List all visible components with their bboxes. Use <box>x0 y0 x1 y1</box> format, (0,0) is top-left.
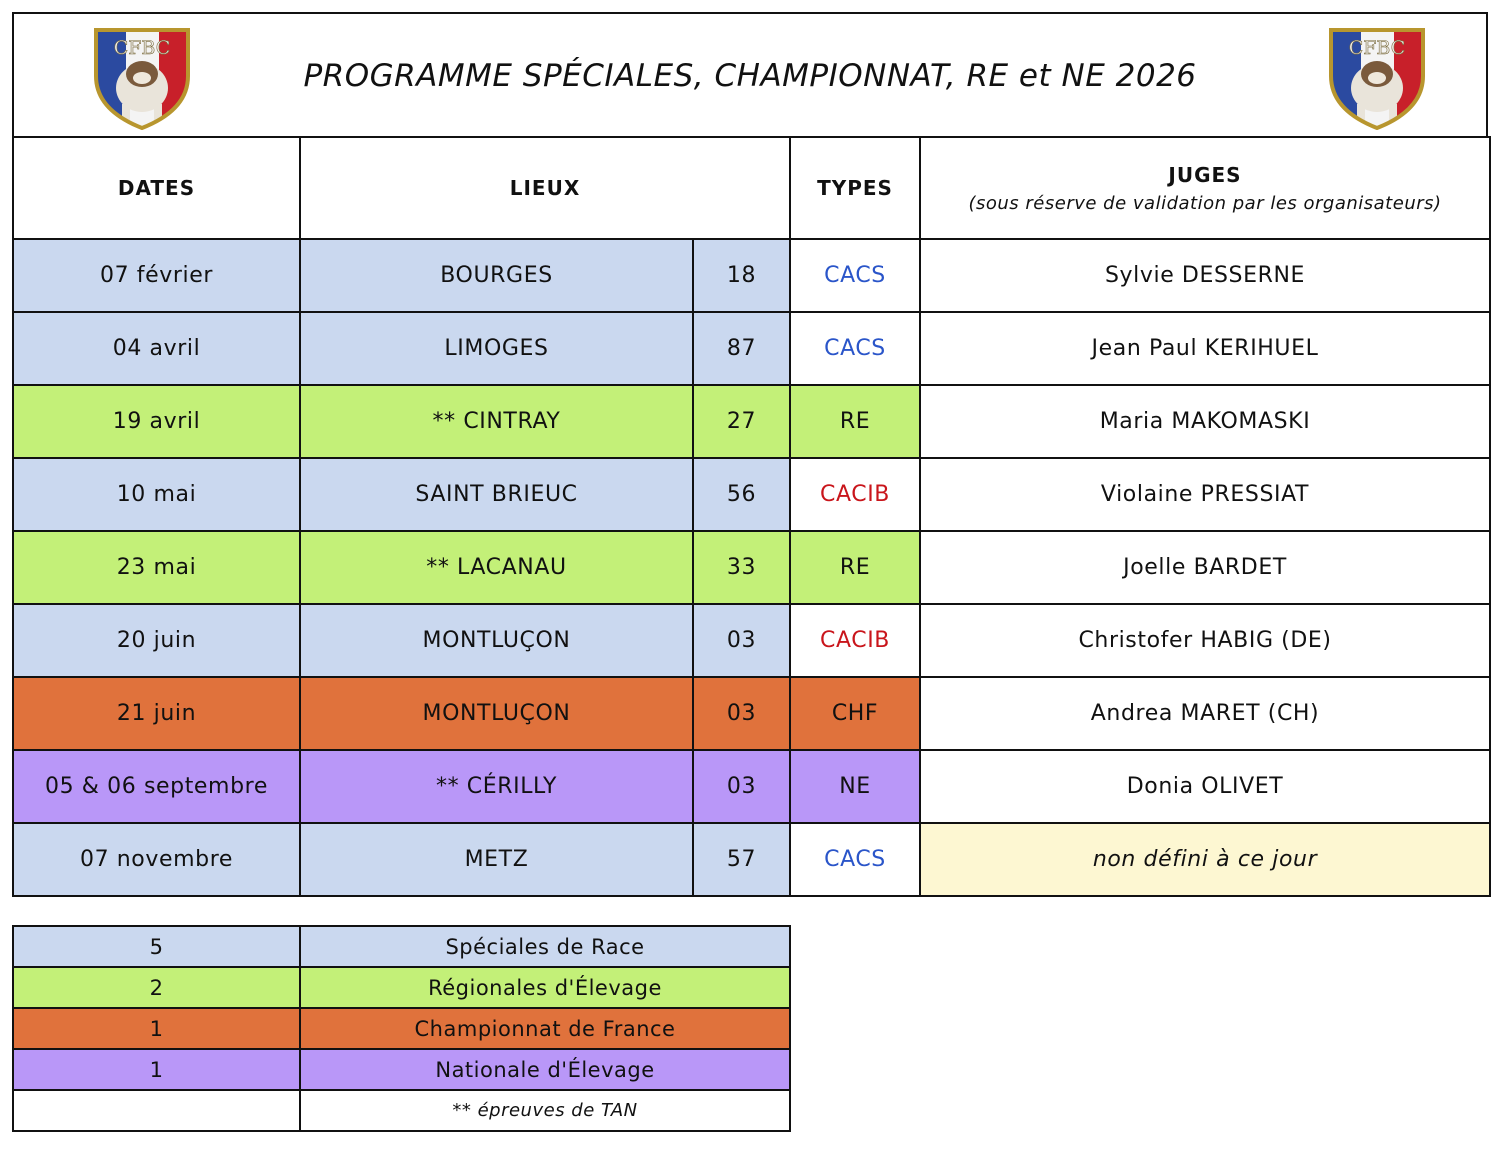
event-row <box>13 239 1490 312</box>
legend-label: Nationale d'Élevage <box>300 1049 790 1090</box>
event-juge: Andrea MARET (CH) <box>920 677 1490 750</box>
legend-label: Régionales d'Élevage <box>300 967 790 1008</box>
legend-count: 2 <box>13 967 300 1008</box>
event-lieu: LIMOGES <box>300 312 693 385</box>
event-date: 05 & 06 septembre <box>13 750 300 823</box>
header-juges <box>920 137 1490 239</box>
event-row <box>13 312 1490 385</box>
event-date: 20 juin <box>13 604 300 677</box>
event-dept: 87 <box>693 312 790 385</box>
event-row <box>13 531 1490 604</box>
event-date: 19 avril <box>13 385 300 458</box>
legend-label: Spéciales de Race <box>300 926 790 967</box>
event-juge: non défini à ce jour <box>920 823 1490 896</box>
legend-note: ** épreuves de TAN <box>300 1090 790 1131</box>
event-row <box>13 677 1490 750</box>
event-type: RE <box>790 531 920 604</box>
event-row <box>13 823 1490 896</box>
event-type: CACIB <box>790 458 920 531</box>
event-type: CACS <box>790 823 920 896</box>
event-row <box>13 750 1490 823</box>
event-date: 07 février <box>13 239 300 312</box>
legend-row <box>13 926 790 967</box>
legend-count: 1 <box>13 1008 300 1049</box>
svg-text:CFBC: CFBC <box>113 37 171 59</box>
legend-note-row <box>13 1090 790 1131</box>
schedule-header-row <box>13 137 1490 239</box>
svg-text:CFBC: CFBC <box>1348 37 1406 59</box>
schedule-table <box>12 136 1491 897</box>
header-dates: DATES <box>13 137 300 239</box>
legend-body <box>13 926 790 1131</box>
header-juges-label: JUGES <box>1168 162 1242 187</box>
event-type: CACIB <box>790 604 920 677</box>
legend-count: 1 <box>13 1049 300 1090</box>
event-date: 23 mai <box>13 531 300 604</box>
event-lieu: ** CÉRILLY <box>300 750 693 823</box>
header-lieux: LIEUX <box>300 137 790 239</box>
legend-row <box>13 967 790 1008</box>
event-dept: 27 <box>693 385 790 458</box>
header-types: TYPES <box>790 137 920 239</box>
event-date: 10 mai <box>13 458 300 531</box>
event-dept: 18 <box>693 239 790 312</box>
event-juge: Joelle BARDET <box>920 531 1490 604</box>
cfbc-crest-logo-right <box>1327 24 1427 130</box>
event-type: RE <box>790 385 920 458</box>
event-dept: 03 <box>693 750 790 823</box>
event-date: 04 avril <box>13 312 300 385</box>
event-row <box>13 604 1490 677</box>
event-lieu: METZ <box>300 823 693 896</box>
event-dept: 33 <box>693 531 790 604</box>
event-dept: 03 <box>693 604 790 677</box>
event-juge: Sylvie DESSERNE <box>920 239 1490 312</box>
event-juge: Donia OLIVET <box>920 750 1490 823</box>
page-header <box>12 12 1488 136</box>
legend-note-empty <box>13 1090 300 1131</box>
event-type: CACS <box>790 312 920 385</box>
legend-row <box>13 1049 790 1090</box>
legend-label: Championnat de France <box>300 1008 790 1049</box>
event-type: CACS <box>790 239 920 312</box>
schedule-body <box>13 239 1490 896</box>
legend-table <box>12 925 791 1132</box>
legend-count: 5 <box>13 926 300 967</box>
event-dept: 57 <box>693 823 790 896</box>
event-lieu: MONTLUÇON <box>300 677 693 750</box>
event-juge: Maria MAKOMASKI <box>920 385 1490 458</box>
event-row <box>13 385 1490 458</box>
event-dept: 03 <box>693 677 790 750</box>
event-date: 21 juin <box>13 677 300 750</box>
event-juge: Violaine PRESSIAT <box>920 458 1490 531</box>
event-row <box>13 458 1490 531</box>
event-lieu: ** LACANAU <box>300 531 693 604</box>
event-lieu: MONTLUÇON <box>300 604 693 677</box>
event-juge: Christofer HABIG (DE) <box>920 604 1490 677</box>
event-type: NE <box>790 750 920 823</box>
legend-row <box>13 1008 790 1049</box>
event-date: 07 novembre <box>13 823 300 896</box>
event-type: CHF <box>790 677 920 750</box>
event-dept: 56 <box>693 458 790 531</box>
header-juges-note: (sous réserve de validation par les organisateurs) <box>968 192 1442 214</box>
event-lieu: BOURGES <box>300 239 693 312</box>
event-lieu: ** CINTRAY <box>300 385 693 458</box>
event-juge: Jean Paul KERIHUEL <box>920 312 1490 385</box>
event-lieu: SAINT BRIEUC <box>300 458 693 531</box>
page-title: PROGRAMME SPÉCIALES, CHAMPIONNAT, RE et NE 2026 <box>303 58 1197 94</box>
